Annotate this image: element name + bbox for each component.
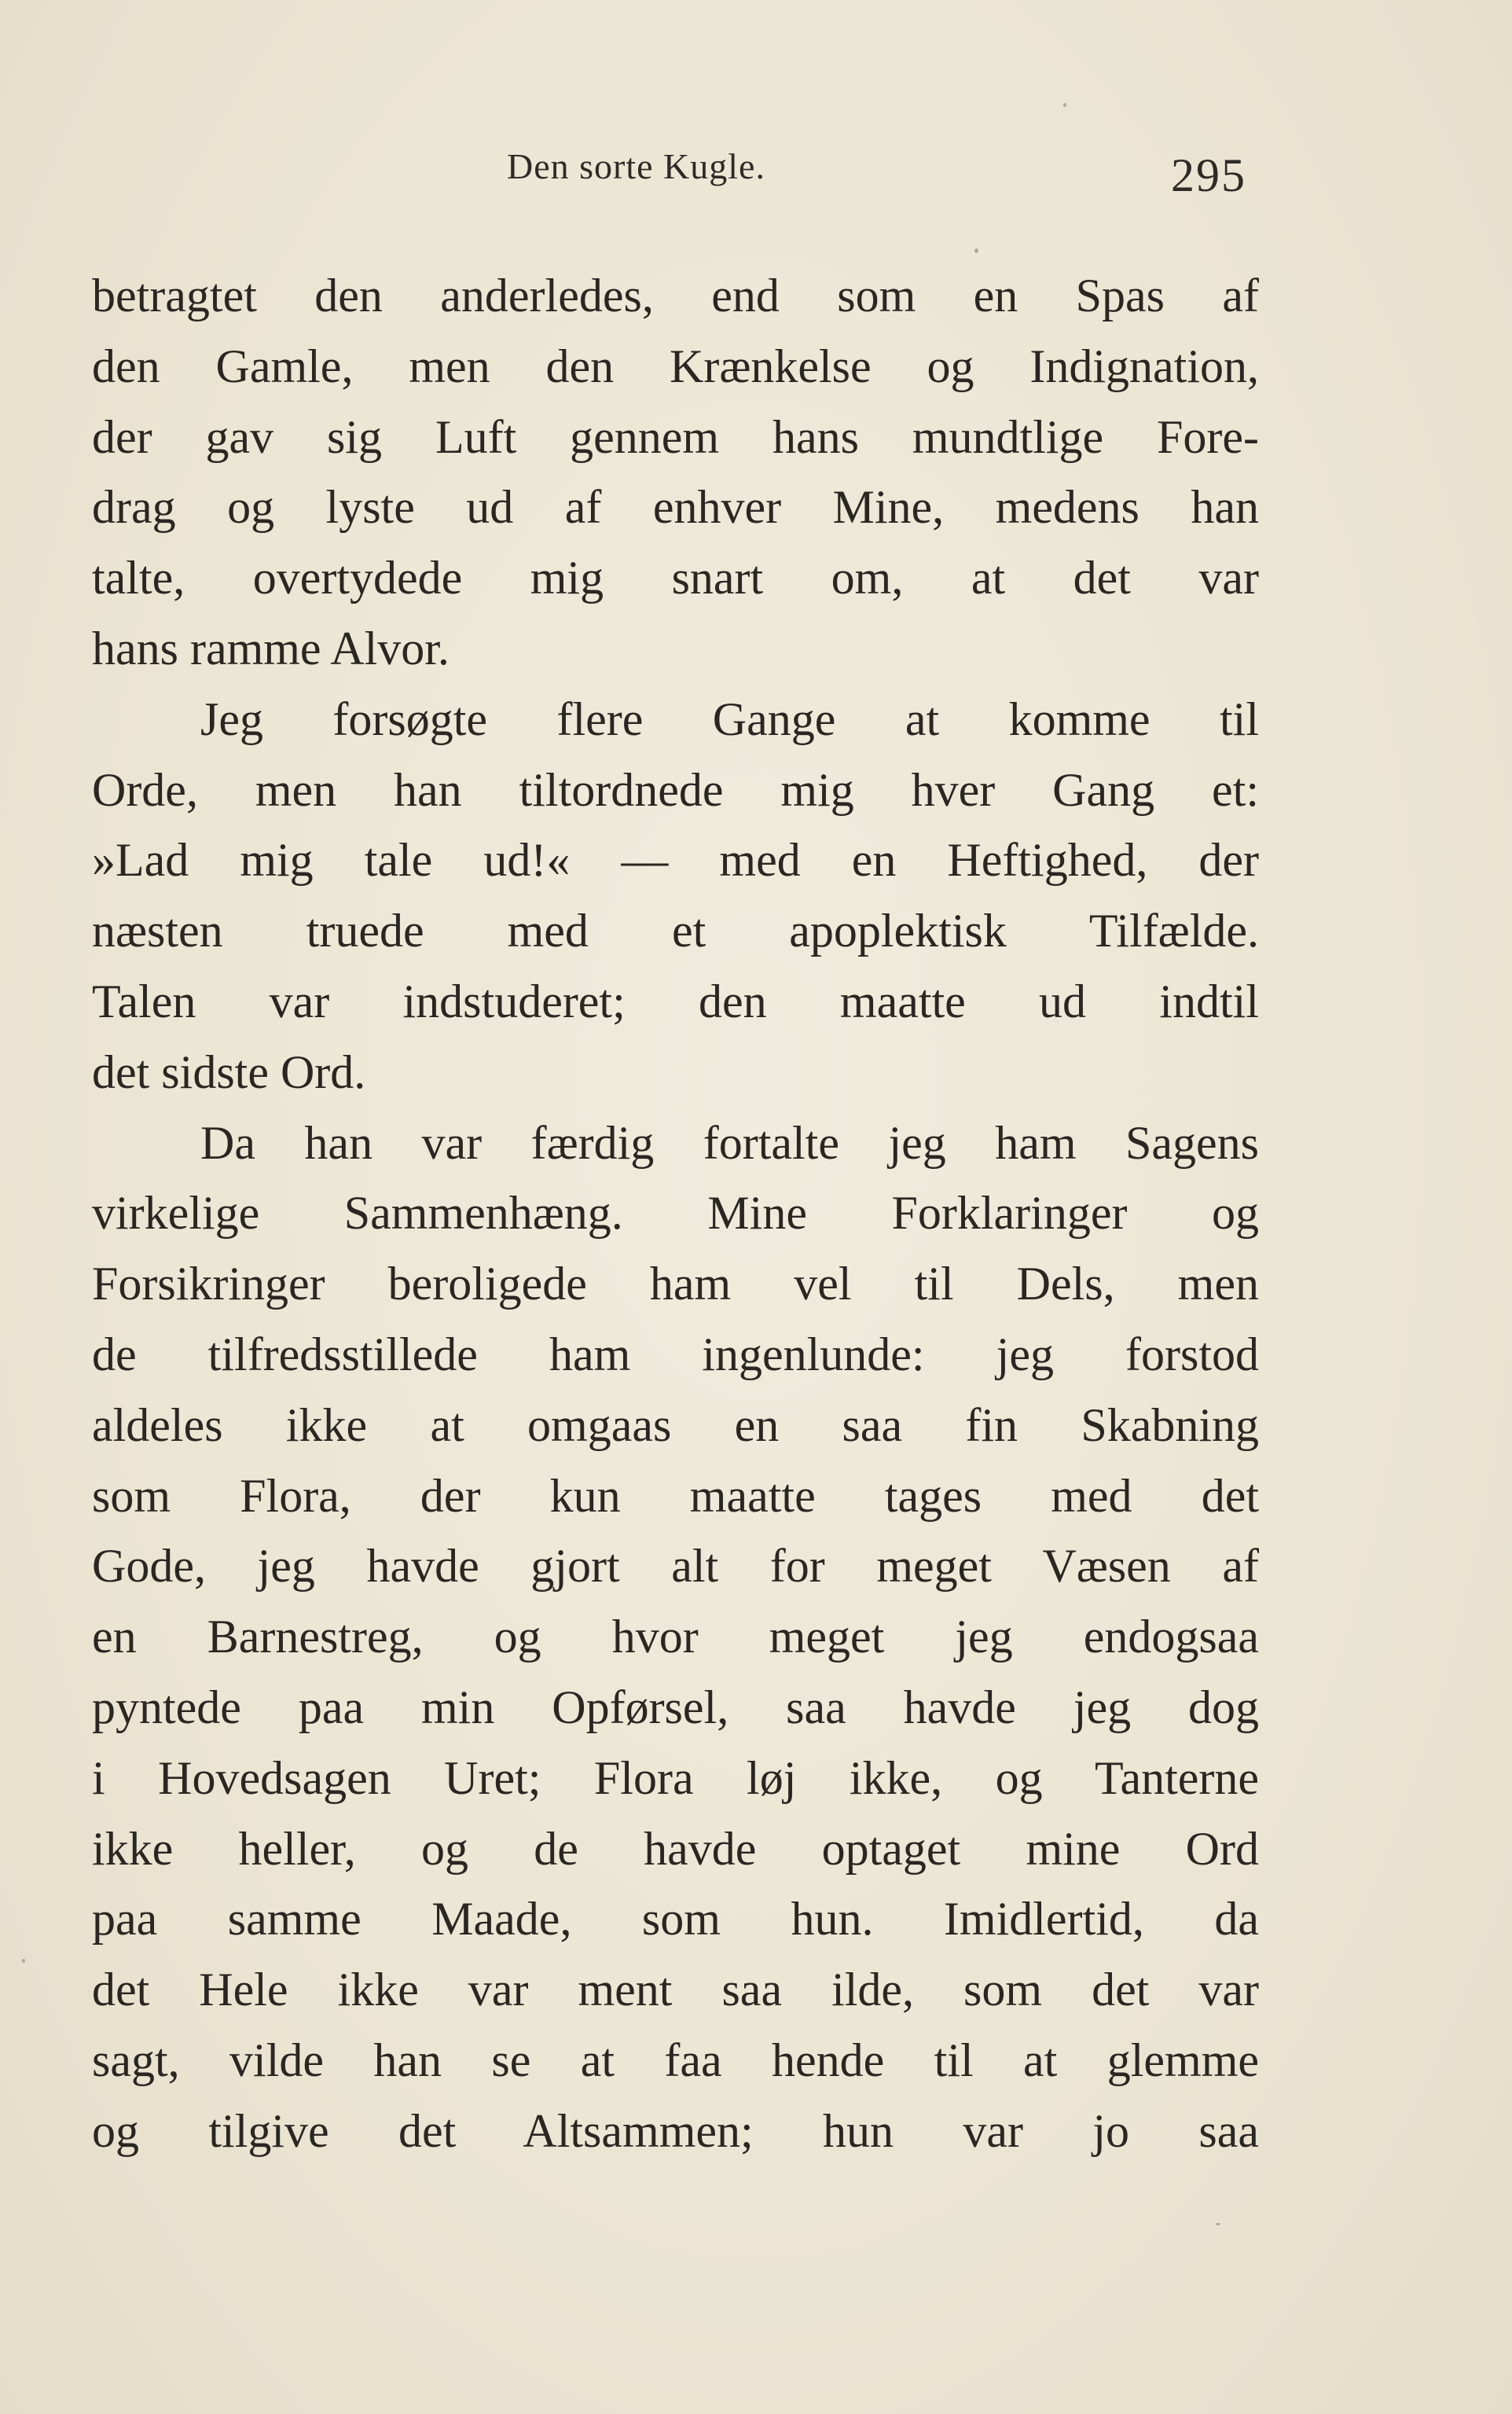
text-line: det sidste Ord. (92, 1045, 366, 1098)
text-line: »Lad mig tale ud!« — med en Heftighed, der (92, 834, 1259, 887)
text-line: de tilfredsstillede ham ingenlunde: jeg forstod (92, 1328, 1259, 1380)
text-line: sagt, vilde han se at faa hende til at glemme (92, 2034, 1259, 2086)
text-line: næsten truede med et apoplektisk Tilfælde. (92, 905, 1259, 957)
text-line: den Gamle, men den Krænkelse og Indignation, (92, 340, 1259, 392)
text-line: paa samme Maade, som hun. Imidlertid, da (92, 1893, 1259, 1946)
text-line: Orde, men han tiltordnede mig hver Gang et: (92, 763, 1259, 816)
text-line: Talen var indstuderet; den maatte ud indtil (92, 975, 1259, 1027)
text-line: pyntede paa min Opførsel, saa havde jeg dog (92, 1681, 1259, 1733)
text-line: og tilgive det Altsammen; hun var jo saa (92, 2104, 1259, 2157)
paper-speck (974, 248, 978, 253)
running-title: Den sorte Kugle. (507, 146, 765, 186)
text-line: virkelige Sammenhæng. Mine Forklaringer og (92, 1187, 1259, 1240)
text-line: Gode, jeg havde gjort alt for meget Væsen af (92, 1540, 1259, 1593)
page-number: 295 (1171, 149, 1246, 201)
text-line: Da han var færdig fortalte jeg ham Sagens (200, 1116, 1259, 1169)
paper-speck (1216, 2223, 1220, 2225)
paper-speck (1063, 103, 1066, 107)
text-line: der gav sig Luft gennem hans mundtlige Fore- (92, 410, 1259, 463)
text-line: det Hele ikke var ment saa ilde, som det var (92, 1964, 1259, 2016)
paper-speck (22, 1959, 25, 1963)
text-line: i Hovedsagen Uret; Flora løj ikke, og Tanterne (92, 1751, 1259, 1804)
running-head (0, 145, 1512, 200)
text-line: ikke heller, og de havde optaget mine Ord (92, 1822, 1259, 1875)
text-line: en Barnestreg, og hvor meget jeg endogsaa (92, 1611, 1259, 1663)
text-line: Jeg forsøgte flere Gange at komme til (200, 693, 1259, 745)
text-line: aldeles ikke at omgaas en saa fin Skabning (92, 1398, 1259, 1451)
text-line: som Flora, der kun maatte tages med det (92, 1469, 1259, 1522)
text-line: betragtet den anderledes, end som en Spas af (92, 270, 1259, 321)
text-line: drag og lyste ud af enhver Mine, medens han (92, 481, 1259, 534)
text-line: Forsikringer beroligede ham vel til Dels, men (92, 1258, 1259, 1310)
text-line: hans ramme Alvor. (92, 622, 450, 674)
body-text (92, 261, 1259, 2167)
text-line: talte, overtydede mig snart om, at det var (92, 552, 1259, 604)
